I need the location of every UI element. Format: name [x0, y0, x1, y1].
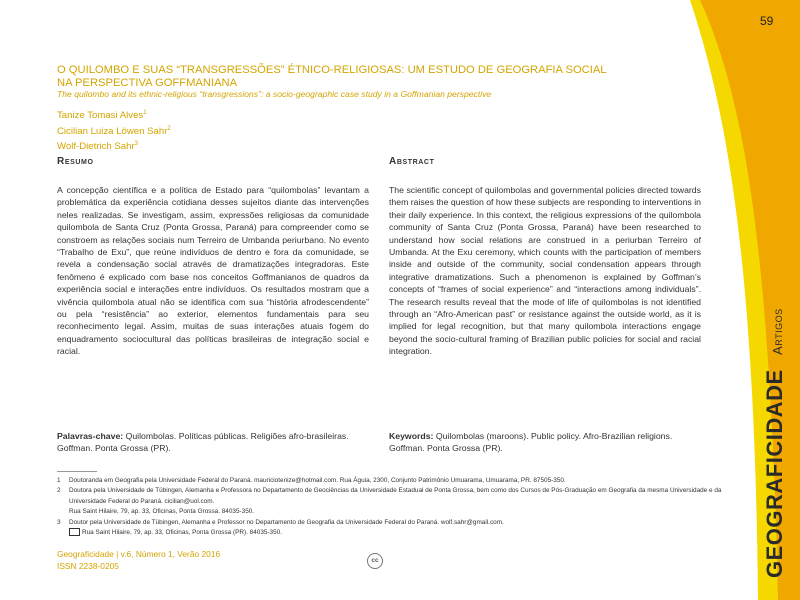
journal-vertical-title — [762, 308, 788, 578]
envelope-icon — [69, 528, 80, 536]
abstract-heading: Abstract — [389, 156, 435, 167]
journal-section: Artigos — [770, 308, 785, 355]
keywords-label: Palavras-chave: — [57, 431, 124, 441]
keywords-label: Keywords: — [389, 431, 434, 441]
author: Wolf-Dietrich Sahr$^3$ — [57, 141, 139, 153]
article-title: O QUILOMBO E SUAS “TRANSGRESSÕES” ÉTNICO-RELIGIOSAS: UM ESTUDO DE GEOGRAFIA SOCIAL NA PERSPECTIVA GOFFMANIANA — [57, 64, 607, 89]
resumo-body: A concepção científica e a política de Estado para “quilombolas” levantam a problemática da experiência cotidiana desses sujeitos diante das intervenções neles realizadas. Se investigam, assim, expressões religiosas da comunidade quilombola de Santa Cruz (Ponta Grossa, Paraná) para compreender como se constroem as relações sociais num Terreiro de Umbanda periurbano. No evento “Trabalho de Exu”, que reúne indivíduos de dentro e fora da comunidade, se revela a condensação social através de dramatizações integradoras. Este fenômeno é explicado com base nos conceitos Goffmanianos de quadros da experiência social e interações entre indivíduos. Os resultados mostram que a vivência quilombola atual não se identifica com sua “história afrodescendente” ou pela “resistência” ao exterior, elementos fundamentais para seu reconhecimento legal. Assim, muitas de suas interações atuais fogem do enquadramento sociocultural das políticas brasileiras de integração social e racial. — [57, 185, 369, 357]
article-subtitle: The quilombo and its ethnic-religious “transgressions”: a socio-geographic case study in a Goffmanian perspective — [57, 89, 492, 99]
journal-brand: GEOGRAFICIDADE — [762, 369, 787, 578]
journal-issn: ISSN 2238-0205 — [57, 560, 119, 571]
abstract-keywords — [389, 430, 701, 455]
page-number: 59 — [760, 14, 774, 28]
resumo-heading: Resumo — [57, 156, 94, 167]
journal-issue: Geograficidade | v.6, Número 1, Verão 2016 — [57, 549, 221, 559]
keywords-text: Quilombolas (maroons). Public policy. Afro-Brazilian religions. Goffman. Ponta Grossa (PR). — [389, 431, 673, 454]
author: Cicilian Luiza Löwen Sahr$^2$ — [57, 125, 171, 137]
footnote: 3 Doutor pela Universidade de Tübingen, Alemanha e Professor no Departamento de Geografia da Universidade Federal do Paraná. wolf.sahr@gmail.com. Rua Saint Hilaire, 79, ap. 33, Oficinas, Ponta Grossa (PR). 84035-350. — [57, 518, 504, 537]
keywords-text: Quilombolas. Políticas públicas. Religiões afro-brasileiras. Goffman. Ponta Grossa (PR). — [57, 431, 349, 454]
footnote: 2 Doutora pela Universidade de Tübingen, Alemanha e Professora no Departamento de Geociências da Universidade Estadual de Ponta Grossa, bem como dos Cursos de Pós-Graduação em Geografia da mesma Universidade e da Universidade Federal do Paraná. cicilian@uol.com. Rua Saint Hilaire, 79, ap. 33, Oficinas, Ponta Grossa. 84035-350. — [57, 487, 722, 516]
resumo-keywords — [57, 430, 369, 455]
creative-commons-icon: cc — [367, 553, 383, 569]
footnote: 1 Doutoranda em Geografia pela Universidade Federal do Paraná. mauriciotenize@hotmail.com. Rua Águia, 2300, Conjunto Patrimônio Umuarama, Umuarama, PR. 87505-350. — [57, 477, 566, 484]
journal-footer — [57, 549, 220, 572]
author-list — [57, 107, 171, 154]
footnote-divider — [57, 471, 97, 472]
author: Tanize Tomasi Alves$^1$ — [57, 110, 147, 122]
footnotes — [57, 476, 727, 538]
abstract-body: The scientific concept of quilombolas and governmental policies directed towards them raises the question of how these subjects are responding to interventions in their daily experience. In this context, the religious expressions of the quilombola community of Santa Cruz (Ponta Grossa, Paraná) have been researched to understand how social relations are construed in a periurban Terreiro of Umbanda. At the Exu ceremony, which counts with the participation of members inside and outside of the community, social condensation appears through integrative dramatizations. Such a phenomenon is explained by Goffman’s concepts of “frames of social experience” and “interactions among individuals”. The research results reveal that the mode of life of quilombolas is not identified through an “Afro-American past” or resistance against the outside world, as it is implied for legal recognition, but that many quilombola interactions engage beyond the socio-cultural framing of Brazilian public policies for social and racial integration. — [389, 185, 701, 357]
